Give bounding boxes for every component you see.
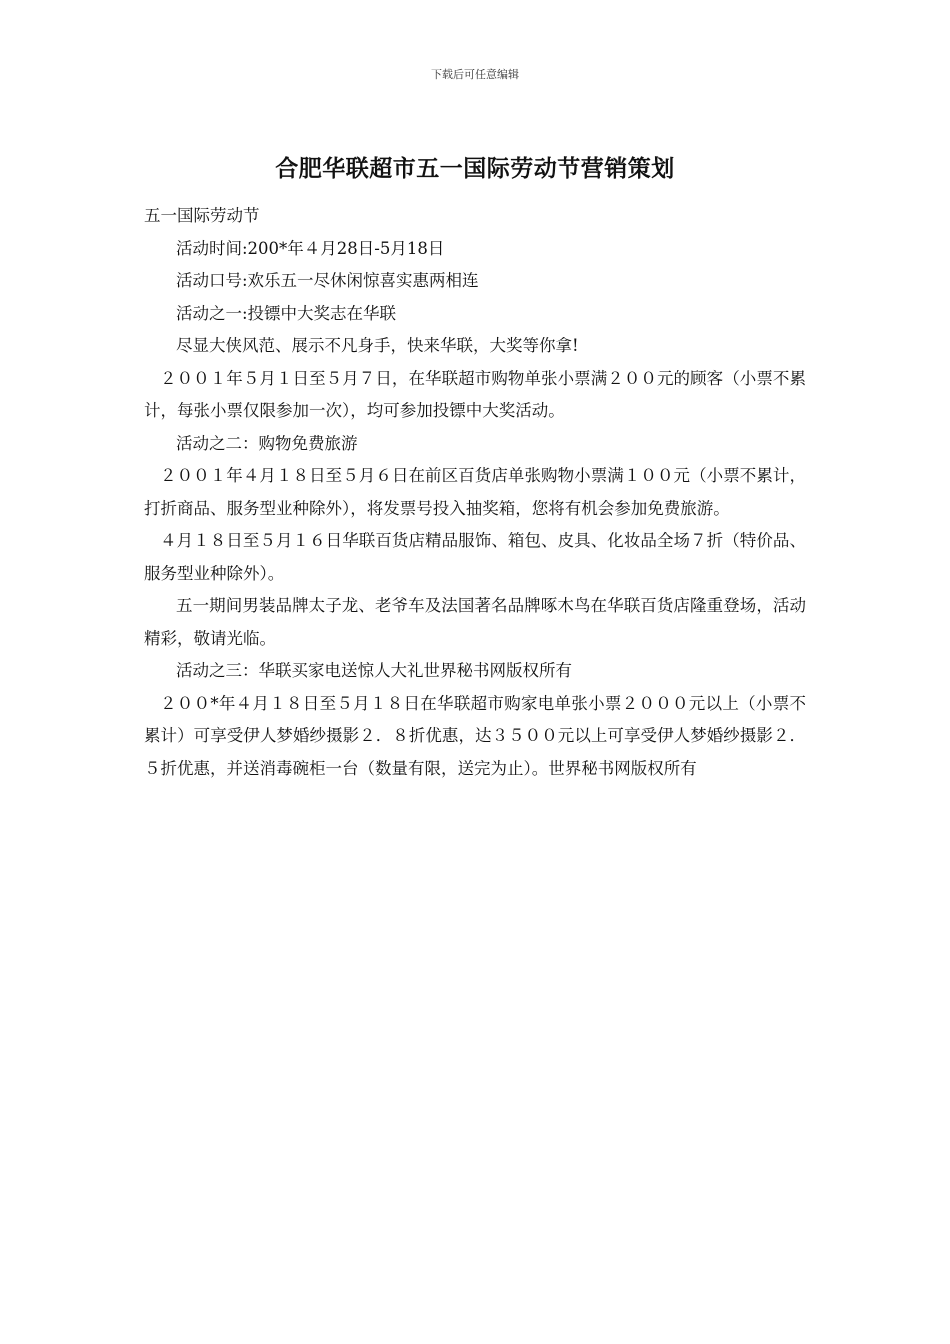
paragraph-activity-two-detail: ２００１年４月１８日至５月６日在前区百货店单张购物小票满１００元（小票不累计，打折商品、服务型业种除外），将发票号投入抽奖箱，您将有机会参加免费旅游。 bbox=[144, 466, 806, 518]
paragraph-discount: ４月１８日至５月１６日华联百货店精品服饰、箱包、皮具、化妆品全场７折（特价品、服务型业种除外）。 bbox=[144, 531, 806, 583]
paragraph-activity-one-tagline: 尽显大侠风范、展示不凡身手，快来华联，大奖等你拿! bbox=[176, 336, 579, 355]
paragraph-activity-two-heading: 活动之二：购物免费旅游 bbox=[176, 433, 358, 453]
paragraph-brands: 五一期间男装品牌太子龙、老爷车及法国著名品牌啄木鸟在华联百货店隆重登场，活动精彩，敬请光临。 bbox=[144, 596, 806, 648]
paragraph-activity-one-detail: ２００１年５月１日至５月７日，在华联超市购物单张小票满２００元的顾客（小票不累计，每张小票仅限参加一次），均可参加投镖中大奖活动。 bbox=[144, 368, 806, 420]
document-body bbox=[144, 200, 806, 785]
paragraph-activity-three-detail: ２００*年４月１８日至５月１８日在华联超市购家电单张小票２０００元以上（小票不累计）可享受伊人梦婚纱摄影２．８折优惠，达３５００元以上可享受伊人梦婚纱摄影２．５折优惠，并送消毒碗柜一台（数量有限，送完为止）。世界秘书网版权所有 bbox=[144, 693, 806, 778]
document-title: 合肥华联超市五一国际劳动节营销策划 bbox=[275, 155, 675, 182]
paragraph-holiday: 五一国际劳动节 bbox=[144, 206, 260, 225]
header-note: 下载后可任意编辑 bbox=[431, 68, 519, 81]
paragraph-activity-one-heading: 活动之一:投镖中大奖志在华联 bbox=[176, 303, 397, 323]
paragraph-event-slogan: 活动口号:欢乐五一尽休闲惊喜实惠两相连 bbox=[176, 271, 479, 290]
paragraph-event-time: 活动时间:200*年４月28日-5月18日 bbox=[176, 238, 445, 258]
paragraph-activity-three-heading: 活动之三：华联买家电送惊人大礼世界秘书网版权所有 bbox=[176, 661, 572, 680]
